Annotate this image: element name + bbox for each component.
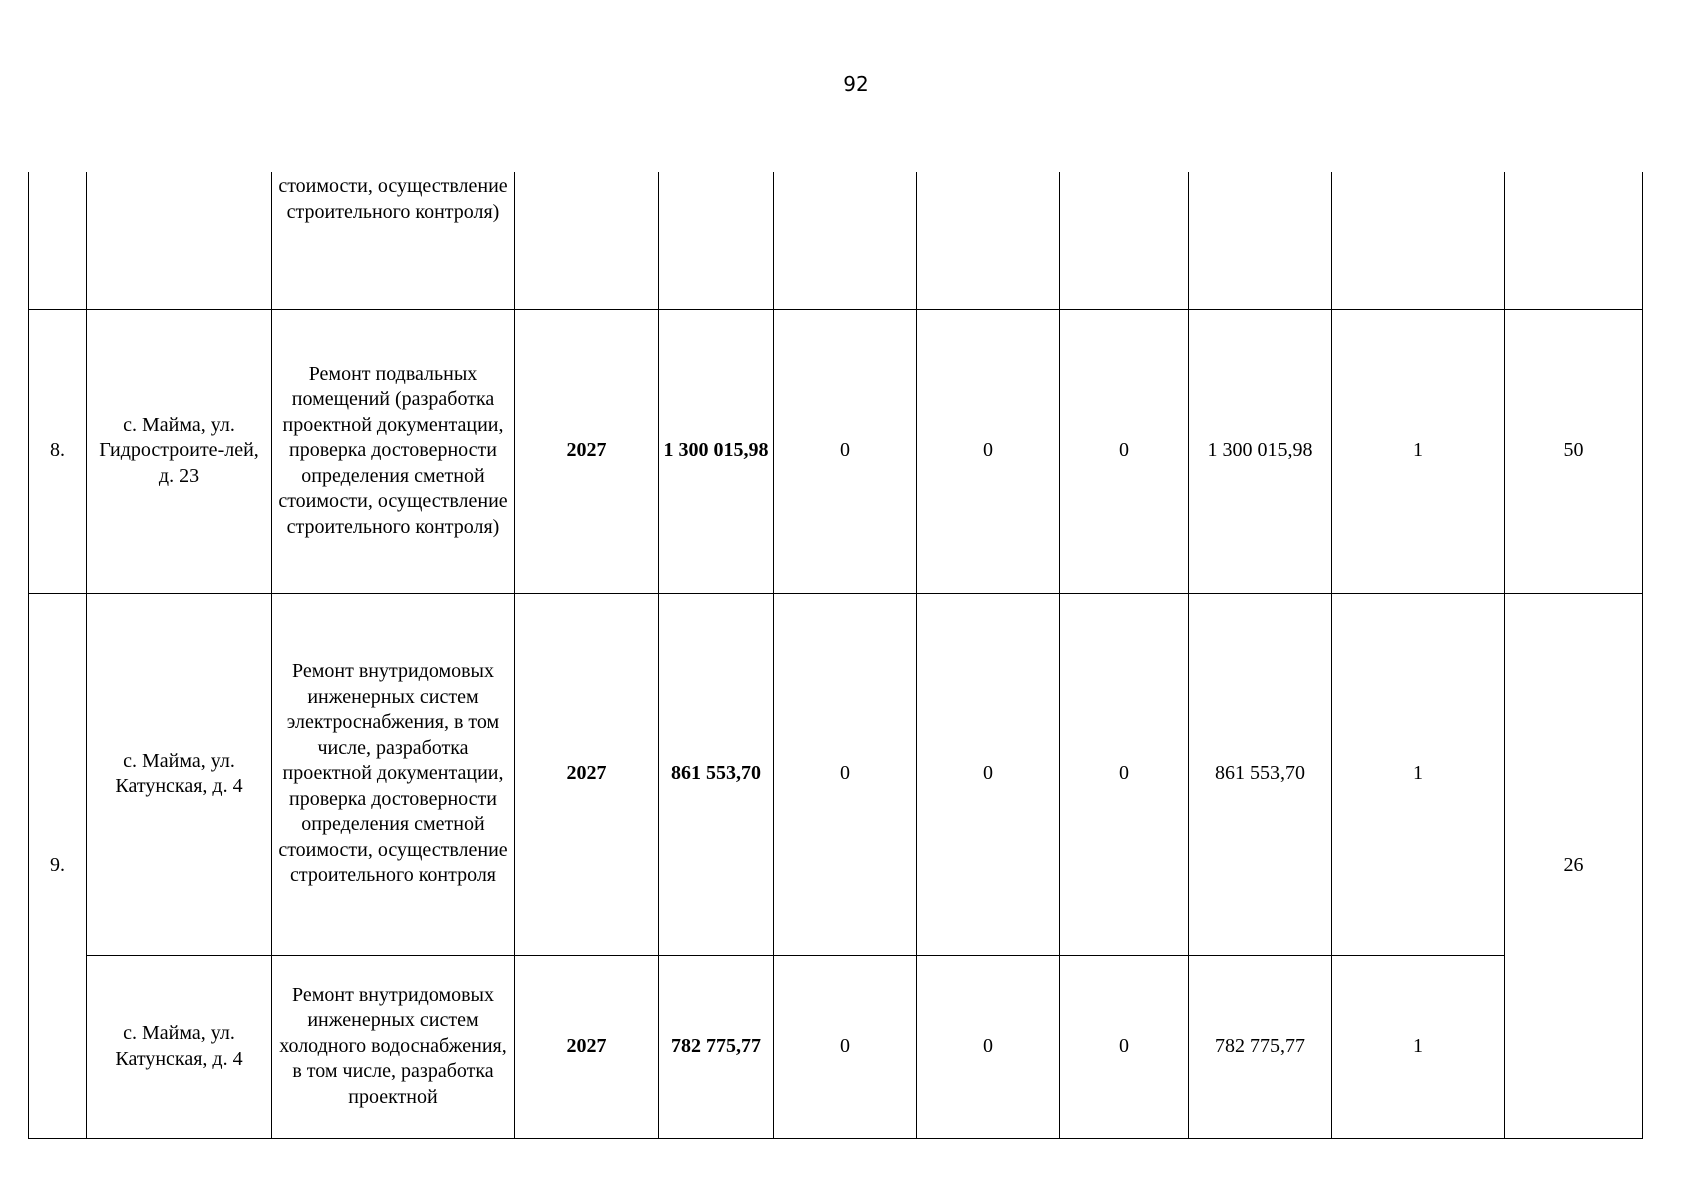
work-description-cell: Ремонт внутридомовых инженерных систем электроснабжения, в том числе, разработка проектной документации, проверка достоверности определения сметной стоимости, осуществление строительного контроля [272, 593, 515, 955]
page-number: 92 [843, 72, 869, 96]
address-cell: с. Майма, ул. Гидростроите-лей, д. 23 [87, 309, 272, 593]
value-cell [1505, 172, 1643, 309]
value-cell: 0 [1060, 309, 1189, 593]
value-cell: 0 [1060, 955, 1189, 1138]
table-row [29, 955, 1643, 1138]
value-cell [917, 172, 1060, 309]
table-row [29, 309, 1643, 593]
fund-amount-cell: 1 300 015,98 [1189, 309, 1332, 593]
total-cost-cell: 1 300 015,98 [659, 309, 774, 593]
row-number: 8. [29, 309, 87, 593]
value-cell: 0 [774, 955, 917, 1138]
total-cost-cell [659, 172, 774, 309]
year-cell: 2027 [515, 955, 659, 1138]
total-cost-cell: 782 775,77 [659, 955, 774, 1138]
value-cell: 1 [1332, 955, 1505, 1138]
value-cell: 0 [917, 309, 1060, 593]
fund-amount-cell: 782 775,77 [1189, 955, 1332, 1138]
value-cell: 50 [1505, 309, 1643, 593]
value-cell: 26 [1505, 593, 1643, 1138]
work-description-cell: стоимости, осуществление строительного контроля) [272, 172, 515, 309]
value-cell: 0 [774, 309, 917, 593]
row-number [29, 172, 87, 309]
row-number: 9. [29, 593, 87, 1138]
address-cell: с. Майма, ул. Катунская, д. 4 [87, 955, 272, 1138]
value-cell: 0 [1060, 593, 1189, 955]
work-description-cell: Ремонт внутридомовых инженерных систем холодного водоснабжения, в том числе, разработка проектной [272, 955, 515, 1138]
address-cell: с. Майма, ул. Катунская, д. 4 [87, 593, 272, 955]
year-cell: 2027 [515, 593, 659, 955]
fund-amount-cell: 861 553,70 [1189, 593, 1332, 955]
fund-amount-cell [1189, 172, 1332, 309]
total-cost-cell: 861 553,70 [659, 593, 774, 955]
value-cell: 0 [774, 593, 917, 955]
value-cell [774, 172, 917, 309]
value-cell: 0 [917, 593, 1060, 955]
work-description-cell: Ремонт подвальных помещений (разработка проектной документации, проверка достоверности определения сметной стоимости, осуществление строительного контроля) [272, 309, 515, 593]
year-cell: 2027 [515, 309, 659, 593]
table-row [29, 593, 1643, 955]
value-cell: 1 [1332, 309, 1505, 593]
value-cell: 1 [1332, 593, 1505, 955]
address-cell [87, 172, 272, 309]
value-cell [1060, 172, 1189, 309]
table-row [29, 172, 1643, 309]
year-cell [515, 172, 659, 309]
value-cell: 0 [917, 955, 1060, 1138]
value-cell [1332, 172, 1505, 309]
repair-program-table [28, 172, 1643, 1139]
